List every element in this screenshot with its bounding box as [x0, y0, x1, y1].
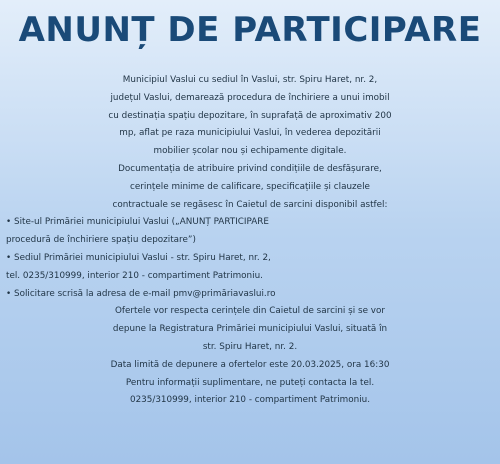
notice-line: str. Spiru Haret, nr. 2. — [202, 341, 298, 352]
notice-line: • Sediul Primăriei municipiului Vaslui - str. Spiru Haret, nr. 2, — [6, 252, 271, 263]
notice-line: 0235/310999, interior 210 - compartiment Patrimoniu. — [129, 395, 371, 406]
notice-title: ANUNȚ DE PARTICIPARE — [18, 10, 482, 50]
notice-line: depune la Registratura Primăriei municipiului Vaslui, situată în — [112, 324, 388, 335]
notice-line: Data limită de depunere a ofertelor este 20.03.2025, ora 16:30 — [110, 359, 390, 370]
notice-body — [0, 72, 500, 410]
notice-line: procedură de închiriere spațiu depozitare”) — [6, 235, 196, 246]
notice-line: tel. 0235/310999, interior 210 - compartiment Patrimoniu. — [6, 270, 263, 281]
notice-line: mp, aflat pe raza municipiului Vaslui, în vederea depozitării — [119, 128, 381, 139]
notice-line: • Solicitare scrisă la adresa de e-mail pmv@primăriavaslui.ro — [6, 288, 276, 299]
notice-line: • Site-ul Primăriei municipiului Vaslui („ANUNȚ PARTICIPARE — [6, 217, 269, 228]
notice-line: Pentru informații suplimentare, ne puteți contacta la tel. — [125, 377, 375, 388]
notice-line: contractuale se regăsesc în Caietul de sarcini disponibil astfel: — [112, 199, 388, 210]
notice-line: județul Vaslui, demarează procedura de închiriere a unui imobil — [110, 92, 390, 103]
notice-line: Ofertele vor respecta cerințele din Caietul de sarcini și se vor — [114, 306, 385, 317]
notice-line: mobilier școlar nou și echipamente digitale. — [153, 146, 347, 157]
notice-line: cu destinația spațiu depozitare, în suprafață de aproximativ 200 — [108, 110, 392, 121]
notice-line: Documentația de atribuire privind condițiile de desfășurare, — [118, 163, 382, 174]
notice-line: Municipiul Vaslui cu sediul în Vaslui, str. Spiru Haret, nr. 2, — [122, 75, 378, 85]
notice-line: cerințele minime de calificare, specificațiile și clauzele — [130, 181, 370, 192]
